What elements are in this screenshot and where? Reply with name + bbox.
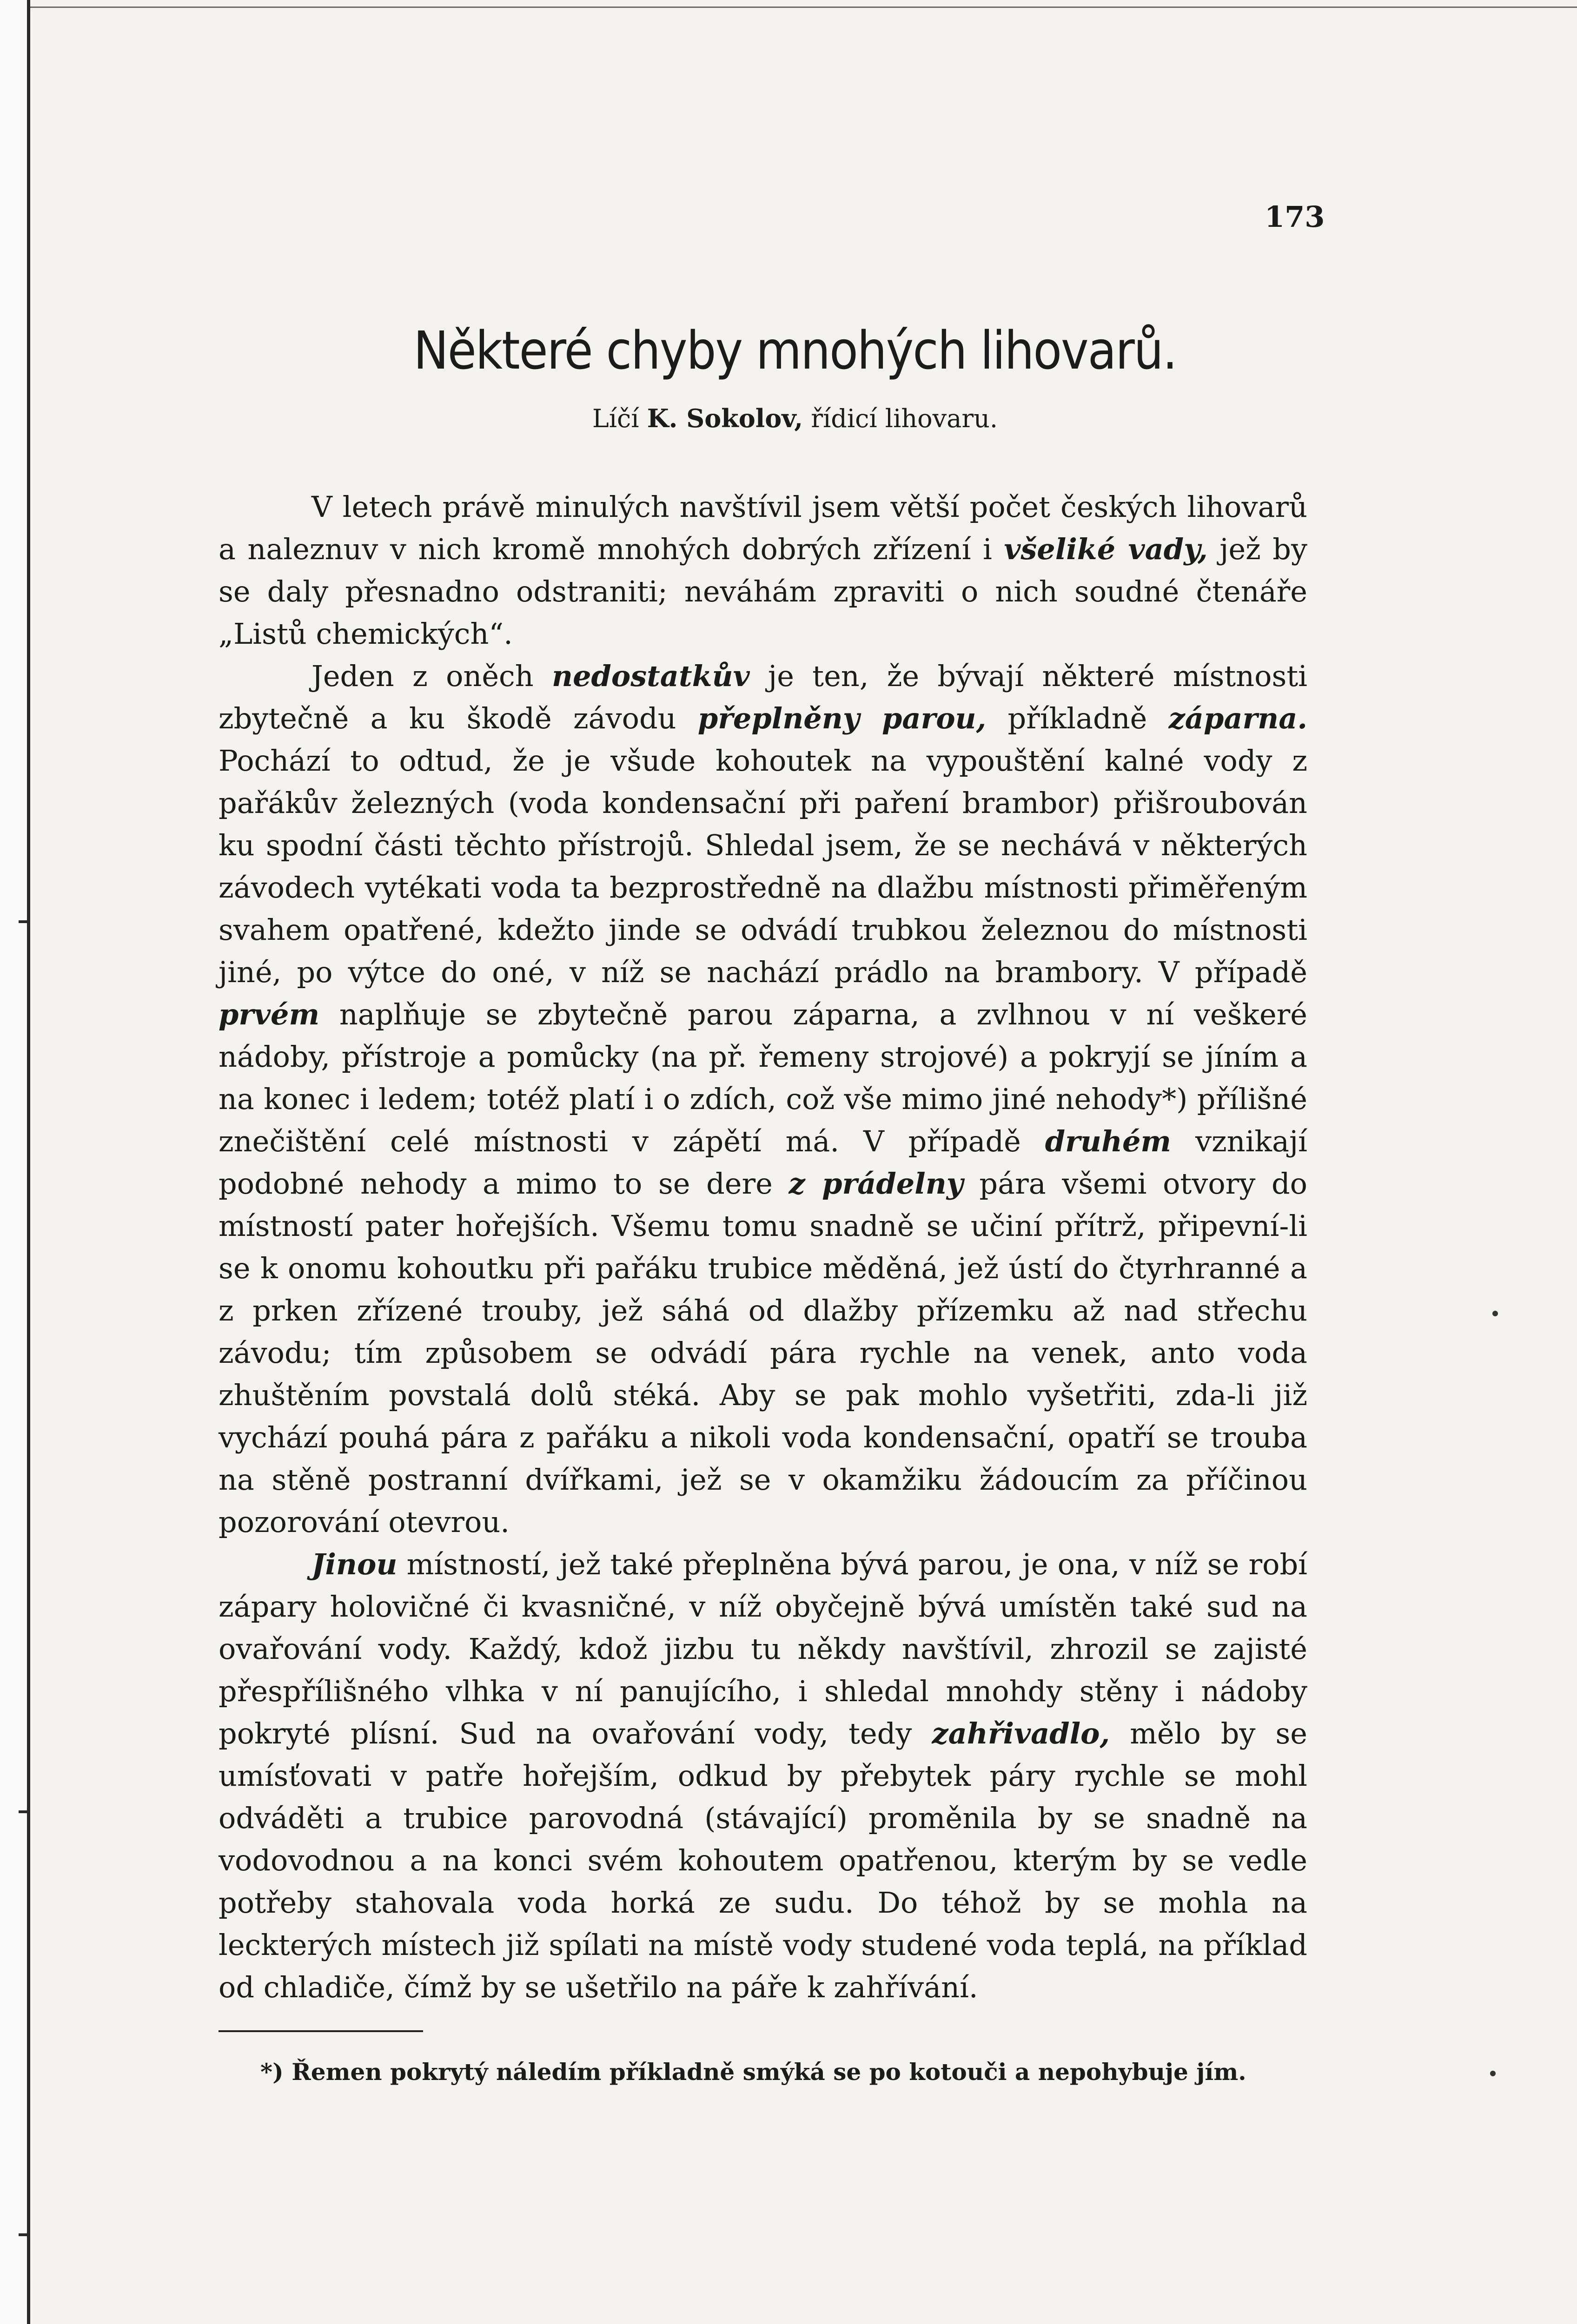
- emphasized-text: všeliké vady,: [1004, 532, 1208, 566]
- edge-tick: [19, 920, 27, 923]
- page-top-edge: [30, 7, 1577, 8]
- emphasized-text: nedostatkův: [552, 659, 750, 693]
- edge-tick: [19, 2233, 27, 2236]
- article-title: Některé chyby mnohých lihovarů.: [413, 321, 1177, 381]
- binding-margin: [0, 0, 27, 2324]
- page-left-edge: [27, 0, 30, 2324]
- emphasized-text: Jinou: [311, 1547, 398, 1581]
- page-number: 173: [1265, 200, 1325, 234]
- byline-prefix: Líčí: [592, 404, 639, 433]
- footnote: *) Řemen pokrytý náledím příkladně smýká se po kotouči a nepohybuje jím.: [260, 2058, 1246, 2086]
- text-run: pára všemi otvory do místností pater hořejších. Všemu tomu snadně se učiní přítrž, připevní-li se k onomu kohoutku při pařáku trubice měděná, jež ústí do čtyrhranné a z prken zřízené trouby, jež sáhá od dlažby přízemku až nad střechu závodu; tím způsobem se odvádí pára rychle na venek, anto voda zhuštěním povstalá dolů stéká. Aby se pak mohlo vyšetřiti, zda-li již vychází pouhá pára z pařáku a nikoli voda kondensační, opatří se trouba na stěně postranní dvířkami, jež se v okamžiku žádoucím za příčinou pozorování otevrou.: [219, 1167, 1307, 1539]
- text-run: Pochází to odtud, že je všude kohoutek na vypouštění kalné vody z pařákův železných (voda kondensační při paření brambor) přišroubován ku spodní části těchto přístrojů. Shledal jsem, že se nechává v některých závodech vytékati voda ta bezprostředně na dlažbu místnosti přiměřeným svahem opatřené, kdežto jinde se odvádí trubkou železnou do místnosti jiné, po výtce do oné, v níž se nachází prádlo na brambory. V případě: [219, 744, 1307, 989]
- emphasized-text: přeplněny parou,: [697, 701, 987, 735]
- text-run: jež by se daly přesnadno odstraniti; neváhám zpraviti o nich soudné čtenáře „Listů chemických“.: [219, 532, 1307, 651]
- author-role: řídicí lihovaru.: [811, 404, 998, 433]
- author-name: K. Sokolov,: [647, 403, 803, 433]
- paragraph: [219, 1543, 1307, 2008]
- text-run: místností, jež také přeplněna bývá parou, je ona, v níž se robí zápary holovičné či kvasničné, v níž obyčejně bývá umístěn také sud na ovařování vody. Každý, kdož jizbu tu někdy navštívil, zhrozil se zajisté přespřílišného vlhka v ní panujícího, i shledal mnohdy stěny i nádoby pokryté plísní. Sud na ovařování vody, tedy: [219, 1547, 1307, 1750]
- paragraph: [219, 655, 1307, 1543]
- scan-speck: [1490, 2071, 1496, 2076]
- text-run: V letech právě minulých navštívil jsem větší počet českých lihovarů a naleznuv v nich kromě mnohých dobrých zřízení i: [219, 490, 1307, 566]
- emphasized-text: z prádelny: [788, 1167, 963, 1201]
- article-body: [219, 486, 1307, 2008]
- emphasized-text: prvém: [219, 997, 320, 1031]
- text-run: naplňuje se zbytečně parou záparna, a zvlhnou v ní veškeré nádoby, přístroje a pomůcky (na př. řemeny strojové) a pokryjí se jíním a na konec i ledem; totéž platí i o zdích, což vše mimo jiné nehody*) přílišné znečištění celé místnosti v zápětí má. V případě: [219, 997, 1307, 1158]
- scan-speck: [1492, 1311, 1498, 1316]
- emphasized-text: druhém: [1045, 1124, 1172, 1158]
- emphasized-text: záparna.: [1168, 701, 1307, 735]
- text-run: Jeden z oněch: [311, 659, 552, 693]
- footnote-separator: [219, 2030, 423, 2032]
- byline: [223, 403, 1367, 433]
- edge-tick: [19, 1810, 27, 1813]
- text-run: je ten, že bývají některé místnosti zbytečně a ku škodě závodu: [219, 659, 1308, 735]
- text-run: vznikají podobné nehody a mimo to se dere: [219, 1124, 1308, 1201]
- paragraph: [219, 486, 1307, 655]
- emphasized-text: zahřivadlo,: [932, 1717, 1110, 1750]
- text-run: příkladně: [986, 701, 1169, 735]
- text-run: mělo by se umísťovati v patře hořejším, odkud by přebytek páry rychle se mohl odváděti a trubice parovodná (stávající) proměnila by se snadně na vodovodnou a na konci svém kohoutem opatřenou, kterým by se vedle potřeby stahovala voda horká ze sudu. Do téhož by se mohla na leckterých místech již spílati na místě vody studené voda teplá, na příklad od chladiče, čímž by se ušetřilo na páře k zahřívání.: [219, 1717, 1307, 2004]
